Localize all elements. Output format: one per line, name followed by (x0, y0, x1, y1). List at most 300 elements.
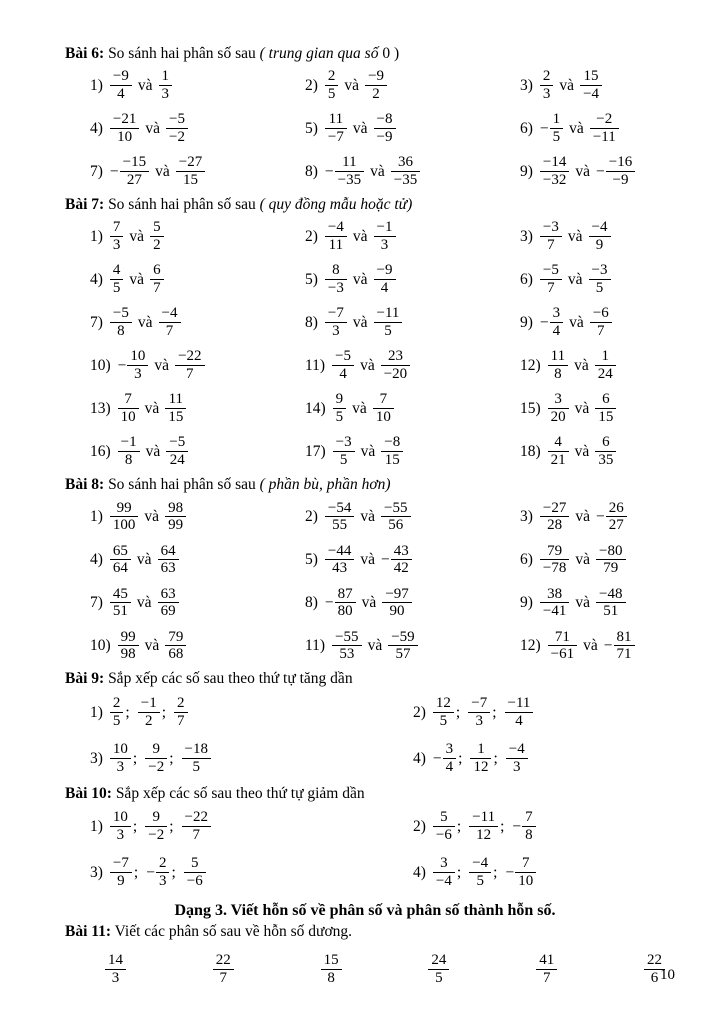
fraction (505, 695, 534, 730)
exercise-item (520, 215, 665, 258)
item-number: 4) (90, 550, 103, 568)
fraction-stack (110, 305, 132, 340)
numerator: 11 (165, 391, 186, 409)
fraction (596, 543, 625, 578)
fraction (374, 262, 396, 297)
fraction (391, 154, 420, 189)
exercise-item (90, 107, 305, 150)
fraction-stack (391, 154, 420, 189)
numerator: 8 (325, 262, 347, 280)
exercise-title: So sánh hai phân số sau (104, 196, 260, 214)
item-number: 3) (520, 76, 533, 94)
separator: và (137, 313, 153, 331)
fraction-stack (184, 855, 206, 890)
numerator: −15 (120, 154, 149, 172)
item-number: 16) (90, 442, 111, 460)
separator: và (144, 507, 160, 525)
separator: và (370, 162, 385, 180)
separator: và (145, 442, 161, 460)
denominator: 2 (372, 86, 380, 103)
separator: ; (493, 749, 498, 767)
fraction (110, 111, 139, 146)
numerator: −3 (589, 262, 611, 280)
exercise-item (520, 344, 665, 387)
numerator: 1 (470, 741, 491, 759)
fraction (388, 629, 417, 664)
separator: và (575, 550, 591, 568)
fraction-stack (335, 154, 364, 189)
fraction-stack (595, 391, 616, 426)
fraction-stack (580, 68, 602, 103)
fraction (165, 629, 186, 664)
fraction (146, 855, 169, 890)
denominator: 3 (158, 873, 167, 890)
exercise-item (90, 850, 413, 896)
fraction (433, 809, 455, 844)
fraction (428, 952, 449, 987)
fraction (166, 434, 188, 469)
fraction (381, 434, 403, 469)
item-number: 13) (90, 399, 111, 417)
exercise-header (65, 669, 665, 689)
item-number: 17) (305, 442, 326, 460)
numerator: 14 (105, 952, 126, 970)
exercise-item (520, 301, 665, 344)
fraction-stack (325, 500, 354, 535)
numerator: 45 (110, 586, 131, 604)
separator: và (583, 636, 598, 654)
fraction-stack (332, 629, 361, 664)
denominator: 7 (547, 280, 555, 297)
fraction (174, 695, 188, 730)
fraction (213, 952, 234, 987)
numerator: 79 (540, 543, 569, 561)
exercise-item (90, 64, 305, 107)
fraction (548, 391, 569, 426)
denominator: 51 (603, 603, 619, 620)
fraction (540, 154, 569, 189)
denominator: −78 (542, 560, 567, 577)
denominator: 20 (550, 409, 566, 426)
denominator: 3 (513, 759, 521, 776)
separator: và (567, 270, 583, 288)
denominator: −6 (435, 827, 452, 844)
fraction (110, 219, 124, 254)
exercise-item (413, 804, 665, 850)
minus-sign: − (505, 863, 515, 881)
separator: và (352, 399, 367, 417)
fraction-stack (118, 391, 139, 426)
exercise-item (305, 538, 520, 581)
fraction-stack (325, 305, 347, 340)
fraction (110, 695, 124, 730)
separator: và (575, 593, 591, 611)
fraction (433, 741, 456, 776)
fraction-stack (138, 695, 160, 730)
fraction-stack (105, 952, 126, 987)
fraction (176, 154, 205, 189)
numerator: 24 (428, 952, 449, 970)
fraction-stack (325, 68, 339, 103)
numerator: 10 (110, 741, 131, 759)
fraction-stack (589, 219, 611, 254)
numerator: −27 (176, 154, 205, 172)
fraction (536, 952, 557, 987)
numerator: 3 (433, 855, 455, 873)
separator: và (145, 119, 161, 137)
exercise-title-tail: 0 ) (382, 45, 400, 62)
fraction (159, 305, 181, 340)
numerator: 23 (381, 348, 410, 366)
exercise-item (305, 430, 520, 473)
separator: và (144, 399, 160, 417)
fraction (118, 391, 139, 426)
denominator: −61 (550, 646, 575, 663)
fraction-stack (110, 111, 139, 146)
separator: và (367, 636, 383, 654)
denominator: −11 (592, 129, 616, 146)
exercise-item (413, 690, 665, 736)
separator: ; (455, 703, 461, 721)
separator: và (574, 442, 590, 460)
fraction (145, 741, 167, 776)
minus-sign: − (146, 863, 155, 881)
numerator: 2 (540, 68, 554, 86)
numerator: 1 (595, 348, 616, 366)
separator: và (352, 313, 368, 331)
fraction (110, 543, 131, 578)
denominator: 55 (332, 517, 348, 534)
denominator: 7 (547, 237, 555, 254)
fraction (596, 154, 635, 189)
denominator: 3 (116, 827, 125, 844)
fraction-stack (333, 434, 355, 469)
page-number: 10 (660, 967, 675, 983)
fraction (365, 68, 387, 103)
numerator: 26 (606, 500, 627, 518)
fraction-stack (165, 629, 186, 664)
fraction-stack (590, 111, 619, 146)
item-number: 2) (305, 76, 318, 94)
fraction-stack (156, 855, 170, 890)
denominator: 35 (598, 452, 614, 469)
denominator: 15 (183, 172, 199, 189)
numerator: 12 (433, 695, 454, 713)
fraction (150, 262, 164, 297)
fraction (469, 809, 498, 844)
fraction (110, 741, 131, 776)
fraction (381, 348, 410, 383)
denominator: 5 (435, 969, 443, 986)
denominator: 4 (515, 713, 523, 730)
exercise-label: Bài 9: (65, 670, 105, 688)
numerator: 6 (595, 391, 616, 409)
numerator: −59 (388, 629, 417, 647)
fraction (325, 111, 347, 146)
numerator: 11 (325, 111, 347, 129)
denominator: 3 (111, 969, 120, 986)
fraction (332, 348, 354, 383)
fraction-stack (540, 586, 569, 621)
fraction (540, 262, 562, 297)
denominator: 5 (112, 713, 121, 730)
separator: ; (456, 817, 462, 835)
numerator: −48 (596, 586, 625, 604)
fraction (333, 434, 355, 469)
exercise-items (90, 690, 665, 782)
item-number: 11) (305, 356, 326, 374)
item-number: 15) (520, 399, 541, 417)
separator: và (136, 593, 152, 611)
fraction-stack (110, 219, 124, 254)
separator: và (344, 76, 360, 94)
denominator: 15 (168, 409, 184, 426)
exercise-items (90, 215, 665, 473)
fraction (590, 305, 612, 340)
fraction-stack (182, 741, 211, 776)
denominator: 3 (380, 237, 389, 254)
fraction (595, 434, 616, 469)
fraction-stack (118, 629, 139, 664)
numerator: −9 (110, 68, 132, 86)
fraction-stack (145, 741, 167, 776)
fraction (325, 68, 339, 103)
fraction (596, 500, 627, 535)
fraction-stack (589, 262, 611, 297)
separator: và (360, 442, 376, 460)
separator: ; (493, 863, 498, 881)
fraction-stack (469, 855, 491, 890)
exercise-items (90, 804, 665, 896)
separator: và (360, 550, 376, 568)
fraction (110, 305, 132, 340)
exercise-item (305, 150, 520, 193)
numerator: 2 (156, 855, 170, 873)
fraction-stack (536, 952, 557, 987)
separator: ; (169, 749, 174, 767)
fraction (110, 262, 124, 297)
fraction (590, 111, 619, 146)
numerator: −97 (382, 586, 411, 604)
numerator: 10 (127, 348, 148, 366)
item-number: 3) (520, 507, 533, 525)
minus-sign: − (596, 507, 605, 525)
fraction-stack (325, 111, 347, 146)
numerator: −4 (589, 219, 611, 237)
separator: ; (169, 817, 174, 835)
numerator: 98 (165, 500, 186, 518)
numerator: −1 (118, 434, 140, 452)
exercise-item (520, 150, 665, 193)
denominator: 5 (192, 759, 200, 776)
fraction (118, 434, 140, 469)
numerator: −4 (506, 741, 528, 759)
fraction-stack (540, 262, 562, 297)
fraction-stack (391, 543, 412, 578)
numerator: 7 (522, 809, 536, 827)
separator: và (154, 356, 170, 374)
fraction-stack (540, 543, 569, 578)
fraction-stack (166, 434, 188, 469)
fraction-stack (505, 695, 534, 730)
fraction-row (105, 952, 665, 987)
numerator: −14 (540, 154, 569, 172)
denominator: 10 (375, 409, 391, 426)
fraction (158, 543, 179, 578)
item-number: 1) (90, 227, 103, 245)
exercise-item (90, 258, 305, 301)
fraction (110, 586, 131, 621)
item-number: 9) (520, 313, 533, 331)
exercise-item (520, 258, 665, 301)
fraction-stack (110, 68, 132, 103)
fraction-stack (540, 500, 569, 535)
fraction-stack (145, 809, 167, 844)
item-number: 7) (90, 593, 103, 611)
fraction (548, 434, 569, 469)
denominator: 69 (160, 603, 176, 620)
item-number: 5) (305, 270, 318, 288)
numerator: −22 (182, 809, 211, 827)
fraction (505, 855, 536, 890)
exercise-item (90, 538, 305, 581)
item-number: 7) (90, 162, 103, 180)
numerator: −7 (468, 695, 490, 713)
item-number: 8) (305, 313, 318, 331)
fraction (165, 391, 186, 426)
minus-sign: − (109, 162, 119, 180)
separator: và (361, 593, 377, 611)
item-number: 5) (305, 550, 318, 568)
numerator: 10 (110, 809, 131, 827)
fraction-stack (110, 500, 139, 535)
numerator: −18 (182, 741, 211, 759)
numerator: 11 (548, 348, 568, 366)
exercise-item (90, 581, 305, 624)
exercise-title: So sánh hai phân số sau (104, 45, 260, 62)
numerator: −5 (540, 262, 562, 280)
denominator: 8 (554, 366, 562, 383)
numerator: −11 (505, 695, 534, 713)
fraction-stack (158, 543, 179, 578)
fraction (469, 855, 491, 890)
fraction-stack (540, 219, 562, 254)
exercise-item (90, 690, 413, 736)
fraction (182, 741, 211, 776)
denominator: 5 (112, 280, 121, 297)
fraction-stack (548, 434, 569, 469)
denominator: 24 (597, 366, 613, 383)
fraction-stack (596, 586, 625, 621)
fraction (433, 855, 455, 890)
numerator: −5 (332, 348, 354, 366)
fraction (381, 543, 412, 578)
fraction (332, 629, 361, 664)
exercise-list (65, 44, 665, 986)
numerator: 15 (580, 68, 602, 86)
denominator: 5 (384, 323, 392, 340)
denominator: 63 (160, 560, 176, 577)
exercise-item (305, 215, 520, 258)
numerator: 2 (325, 68, 339, 86)
denominator: 15 (598, 409, 614, 426)
separator: ; (132, 817, 138, 835)
numerator: −5 (166, 434, 188, 452)
fraction (110, 68, 132, 103)
numerator: 5 (184, 855, 206, 873)
exercise-subtitle: ( phần bù, phần hơn) (259, 476, 391, 494)
item-number: 4) (90, 270, 103, 288)
numerator: 38 (540, 586, 569, 604)
fraction-stack (332, 348, 354, 383)
exercise-item (520, 495, 665, 538)
item-number: 6) (520, 119, 533, 137)
fraction (589, 219, 611, 254)
fraction-stack (182, 809, 211, 844)
fraction (325, 500, 354, 535)
item-number: 18) (520, 442, 541, 460)
exercise-item (90, 736, 413, 782)
fraction (540, 500, 569, 535)
separator: và (129, 227, 145, 245)
numerator: −1 (374, 219, 396, 237)
fraction-stack (213, 952, 234, 987)
separator: và (360, 507, 376, 525)
denominator: 7 (219, 969, 228, 986)
item-number: 6) (520, 550, 533, 568)
separator: và (136, 550, 152, 568)
separator: ; (456, 863, 462, 881)
fraction (540, 111, 563, 146)
exercise-item (90, 387, 305, 430)
fraction (321, 952, 342, 987)
minus-sign: − (603, 636, 613, 654)
exercise-label: Bài 7: (65, 196, 105, 214)
fraction-stack (333, 391, 347, 426)
fraction-stack (382, 586, 411, 621)
fraction-stack (374, 111, 396, 146)
numerator: 9 (145, 809, 167, 827)
numerator: −2 (590, 111, 619, 129)
denominator: 3 (542, 86, 551, 103)
denominator: 4 (117, 86, 125, 103)
numerator: −21 (110, 111, 139, 129)
exercise-item (305, 581, 520, 624)
fraction-stack (590, 305, 612, 340)
denominator: −2 (148, 759, 165, 776)
denominator: 51 (112, 603, 128, 620)
denominator: 90 (389, 603, 405, 620)
numerator: −1 (138, 695, 160, 713)
exercise-label: Bài 10: (65, 784, 112, 802)
separator: và (574, 399, 590, 417)
denominator: 5 (439, 713, 448, 730)
exercise-item (305, 344, 520, 387)
numerator: 1 (550, 111, 564, 129)
numerator: 7 (118, 391, 139, 409)
fraction (468, 695, 490, 730)
separator: và (574, 356, 589, 374)
exercise-item (90, 344, 305, 387)
denominator: 7 (153, 280, 161, 297)
separator: và (144, 636, 160, 654)
fraction-stack (110, 695, 124, 730)
fraction-stack (433, 855, 455, 890)
numerator: 65 (110, 543, 131, 561)
fraction-stack (174, 695, 188, 730)
fraction (548, 629, 577, 664)
denominator: −2 (169, 129, 185, 146)
